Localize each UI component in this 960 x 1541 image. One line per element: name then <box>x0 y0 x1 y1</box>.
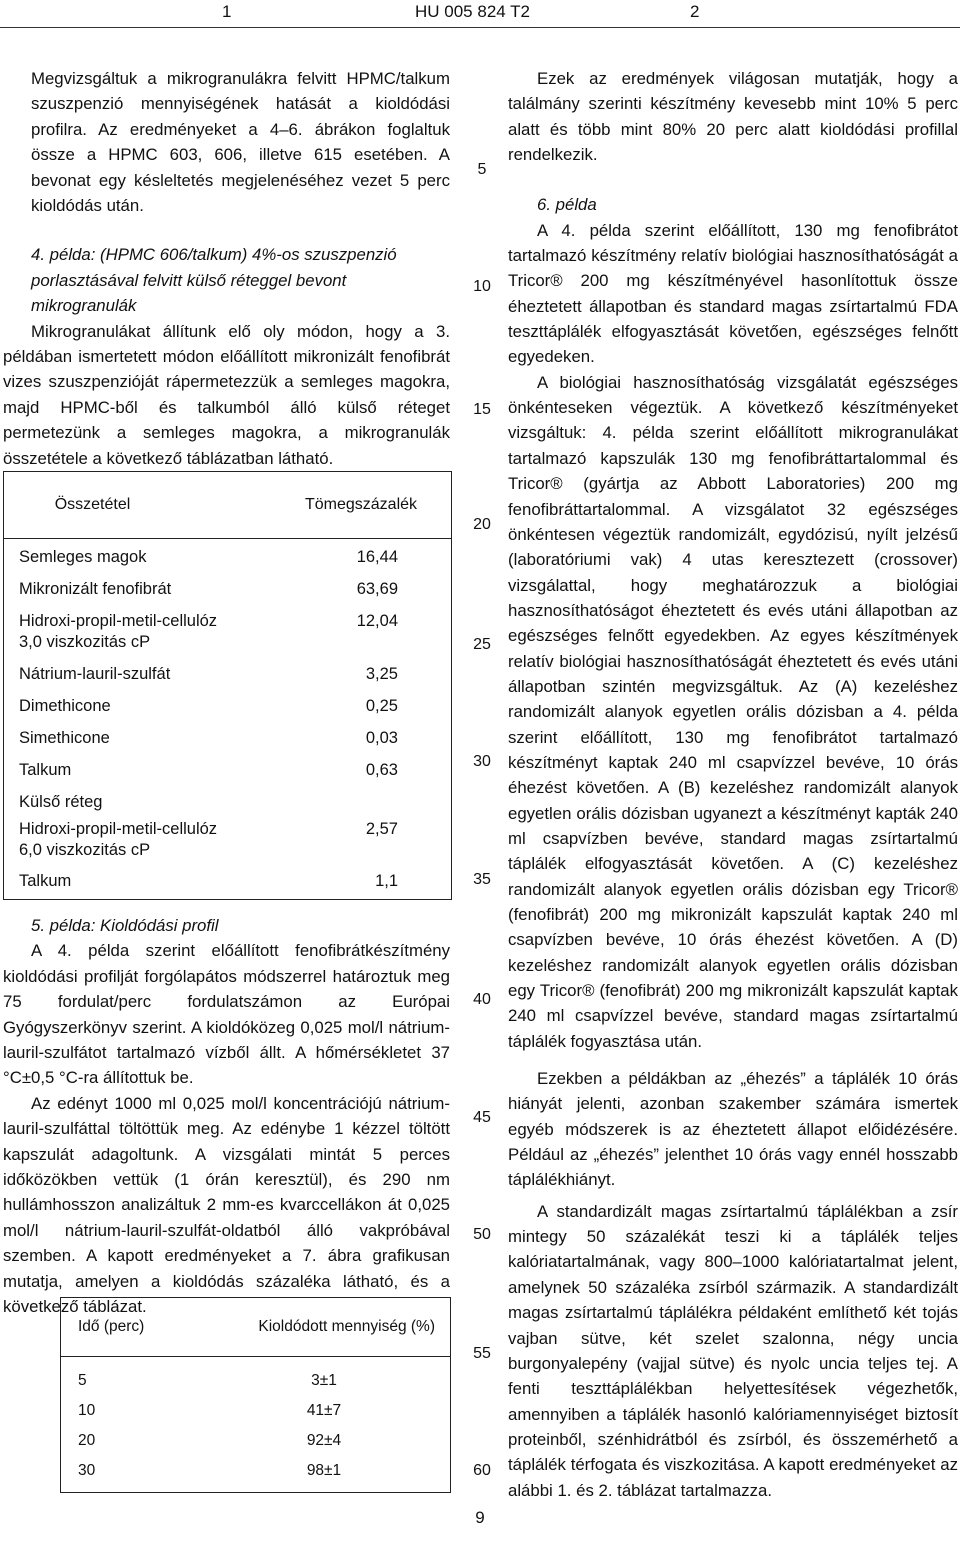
table-cell: 41±7 <box>306 1402 342 1419</box>
table-cell: 0,63 <box>365 761 398 779</box>
table-cell: 12,04 <box>356 612 398 630</box>
paragraph-intro: Megvizsgáltuk a mikrogranulákra felvitt HPMC/talkum szuszpenzió mennyiségének hatását a kioldódási profilra. Az eredményeket a 4–6. ábrákon foglaltuk össze a HPMC 603, 606, illetve 615 esetében. A bevonat egy késleltetés megjelenéséhez vezet 5 perc kioldódás után. <box>31 69 450 216</box>
table-cell: 30 <box>78 1462 96 1479</box>
table-row <box>4 871 451 893</box>
table-cell: 16,44 <box>356 548 398 566</box>
table-row <box>4 760 451 792</box>
table-row <box>61 1366 450 1396</box>
table-header-cell: Tömegszázalék <box>304 496 418 513</box>
table-header-cell: Összetétel <box>54 496 131 513</box>
table-row <box>4 819 451 871</box>
line-number: 45 <box>473 1109 491 1126</box>
table-cell: 0,25 <box>365 697 398 715</box>
table-row <box>4 547 451 579</box>
table-cell: 1,1 <box>375 872 398 890</box>
paragraph-results: Ezek az eredmények világosan mutatják, hogy a találmány szerinti készítmény kevesebb mint 10% 5 perc alatt és több mint 80% 20 perc alatt kioldódási profillal rendelkezik. <box>508 69 958 165</box>
table-cell: Simethicone <box>19 729 110 747</box>
document-id: HU 005 824 T2 <box>415 2 530 21</box>
line-number: 55 <box>473 1345 491 1362</box>
table-cell: Hidroxi-propil-metil-cellulóz 3,0 viszkozitás cP <box>19 612 218 651</box>
table-row <box>61 1426 450 1456</box>
table-cell: 5 <box>78 1372 87 1389</box>
table-cell: Talkum <box>19 872 72 890</box>
composition-table <box>3 471 452 900</box>
example-5-paragraph-1: A 4. példa szerint előállított fenofibrátkészítmény kioldódási profilját forgólapátos módszerrel határoztuk meg 75 fordulat/perc fordulatszámon az Európai Gyógyszerkönyv szerint. A kioldóközeg 0,025 mol/l nátrium-lauril-szulfátot tartalmazó vízből állt. A hőmérsékletet 37 °C±0,5 °C-ra állítottuk be. <box>3 941 450 1088</box>
table-cell: 10 <box>78 1402 96 1419</box>
line-number: 5 <box>477 161 487 178</box>
table-cell: 0,03 <box>365 729 398 747</box>
left-page-number: 1 <box>222 2 232 21</box>
example-6-paragraph-1: A 4. példa szerint előállított, 130 mg fenofibrátot tartalmazó készítmény relatív biológiai hasznosíthatóságát a Tricor® 200 mg készítményével hasonlítottuk össze éheztetett állapotban és standard magas zsírtartalmú FDA teszttáplálék elfogyasztását követően, egészséges felnőtt egyedeken. <box>508 220 958 367</box>
table-header-cell: Kioldódott mennyiség (%) <box>258 1318 435 1335</box>
table-row <box>61 1456 450 1486</box>
left-column-top <box>3 66 450 471</box>
line-number: 35 <box>473 871 491 888</box>
table-row <box>4 611 451 664</box>
table-row <box>61 1396 450 1426</box>
right-page-number: 2 <box>690 2 700 21</box>
line-number: 40 <box>473 991 491 1008</box>
example-4-text: Mikrogranulákat állítunk elő oly módon, hogy a 3. példában ismertetett módon előállított mikronizált fenofibrát vizes szuszpenzióját rápermetezzük a semleges magokra, majd HPMC-ből és talkumból álló külső réteget permetezünk a semleges magokra, a mikrogranulák összetétele a következő táblázatban látható. <box>3 321 450 468</box>
table-cell: 20 <box>78 1432 96 1449</box>
example-5-paragraph-2: Az edényt 1000 ml 0,025 mol/l koncentrációjú nátrium-lauril-szulfáttal töltöttük meg. Az edénybe 1 kézzel töltött kapszulát adagoltunk. A vizsgálati mintát 5 perces időközökben vettük (1 órán keresztül), és 290 nm hullámhosszon analizáltuk 2 mm-es kvarccellákon át 0,025 mol/l nátrium-lauril-szulfát-oldatból álló vakpróbával szemben. A kapott eredményeket a 7. ábra grafikusan mutatja, amelyen a kioldódás százaléka látható, és a következő táblázat. <box>3 1093 450 1317</box>
line-number: 10 <box>473 278 491 295</box>
table-cell: 3±1 <box>311 1372 337 1389</box>
table-cell: Talkum <box>19 761 72 779</box>
table-row <box>4 664 451 696</box>
right-column <box>508 66 958 1503</box>
table-cell: 63,69 <box>356 580 398 598</box>
table-cell: Külső réteg <box>19 793 103 811</box>
dissolution-table <box>60 1297 451 1493</box>
line-number: 30 <box>473 753 491 770</box>
table-cell: Hidroxi-propil-metil-cellulóz 6,0 viszkozitás cP <box>19 820 218 859</box>
table-row <box>4 792 451 819</box>
example-6-paragraph-3: Ezekben a példákban az „éhezés” a táplálék 10 órás hiányát jelenti, azonban szakember számára ismertek egyéb módszerek is az éheztetett állapot előidézésére. Például az „éhezés” jelenthet 10 órás vagy ennél hosszabb táplálékhiányt. <box>508 1069 958 1190</box>
table-row <box>4 728 451 760</box>
table-row <box>4 696 451 728</box>
table-cell: Mikronizált fenofibrát <box>19 580 172 598</box>
table-row <box>4 579 451 611</box>
example-6-paragraph-2: A biológiai hasznosíthatóság vizsgálatát egészséges önkénteseken végeztük. A következő készítményeket vizsgáltuk: 4. példa szerint előállított mikrogranulákat tartalmazó kapszulák 130 mg fenofibráttartalommal és Tricor® (gyártja az Abbott Laboratories) 200 mg fenofibráttartalommal. A vizsgálatot 32 egészséges önkéntesen végeztük randomizált, egydózisú, nyílt jelzésű (laboratóriumi vak) 4 utas keresztezett (crossover) vizsgálattal, hogy meghatározzuk a biológiai hasznosíthatóságot éheztetett és evés utáni állapotban az egészséges felnőtt egyedekben. Az egyes készítmények relatív biológiai hasznosíthatóságát éheztetett és evés utáni állapotban szintén megvizsgáltuk. Az (A) kezeléshez randomizált alanyok egyetlen orális dózisban a 4. példa szerint előállított, 130 mg fenofibrátot tartalmazó készítményt kaptak 240 ml csapvízzel bevéve, 10 órás éhezést követően. A (B) kezeléshez randomizált alanyok egyetlen orális dózisban ugyanezt a készítményt kapták 240 ml csapvízben bevéve, standard magas zsírtartalmú táplálék elfogyasztását követően. A (C) kezeléshez randomizált alanyok egyetlen orális dózisban egy Tricor® (fenofibrát) 200 mg mikronizált kapszulát kaptak 240 ml csapvízben bevéve, 10 órás éhezést követően. A (D) kezeléshez randomizált alanyok egyetlen orális dózisban egy Tricor® (fenofibrát) 200 mg mikronizált kapszulát kaptak 240 ml csapvízzel bevéve, standard magas zsírtartalmú táplálék fogyasztása után. <box>508 372 958 1051</box>
table-cell: 92±4 <box>306 1432 342 1449</box>
example-5-title: 5. példa: Kioldódási profil <box>31 916 219 935</box>
table-cell: Nátrium-lauril-szulfát <box>19 665 171 683</box>
example-4-title: 4. példa: (HPMC 606/talkum) 4%-os szuszpenzió porlasztásával felvitt külső réteggel bevont mikrogranulák <box>31 245 397 316</box>
table-cell: 2,57 <box>365 820 398 838</box>
table-cell: 98±1 <box>306 1462 342 1479</box>
table-header <box>61 1298 450 1357</box>
example-6-title: 6. példa <box>537 195 597 215</box>
line-number: 20 <box>473 516 491 533</box>
line-number: 50 <box>473 1226 491 1243</box>
table-cell: Semleges magok <box>19 548 147 566</box>
line-number: 60 <box>473 1462 491 1479</box>
table-header <box>4 472 451 539</box>
header-rule <box>0 27 960 28</box>
line-number: 25 <box>473 636 491 653</box>
table-cell: 3,25 <box>365 665 398 683</box>
table-cell: Dimethicone <box>19 697 111 715</box>
left-column-bottom <box>3 913 450 1320</box>
line-number: 15 <box>473 401 491 418</box>
page-number: 9 <box>475 1508 485 1527</box>
example-6-paragraph-4: A standardizált magas zsírtartalmú táplálékban a zsír mintegy 50 százalékát teszi ki a táplálék teljes kalóriatartalmának, vagy 800–1000 kalóriatartalmat jelent, amelynek 50 százaléka zsírból származik. A standardizált magas zsírtartalmú táplálékra példaként említhető két tojás vajban sütve, két szelet szalonna, négy uncia burgonyalepény (vajjal sütve) és nyolc uncia teljes tej. A fenti teszttáplálékban helyettesítések végezhetők, amennyiben a táplálék hasonló kalóriamennyiséget biztosít proteinből, szénhidrátból és zsírból, és összemérhető a táplálék térfogata és viszkozitása. A kapott eredményeket az alábbi 1. és 2. táblázat tartalmazza. <box>508 1201 958 1500</box>
table-header-cell: Idő (perc) <box>78 1318 145 1335</box>
